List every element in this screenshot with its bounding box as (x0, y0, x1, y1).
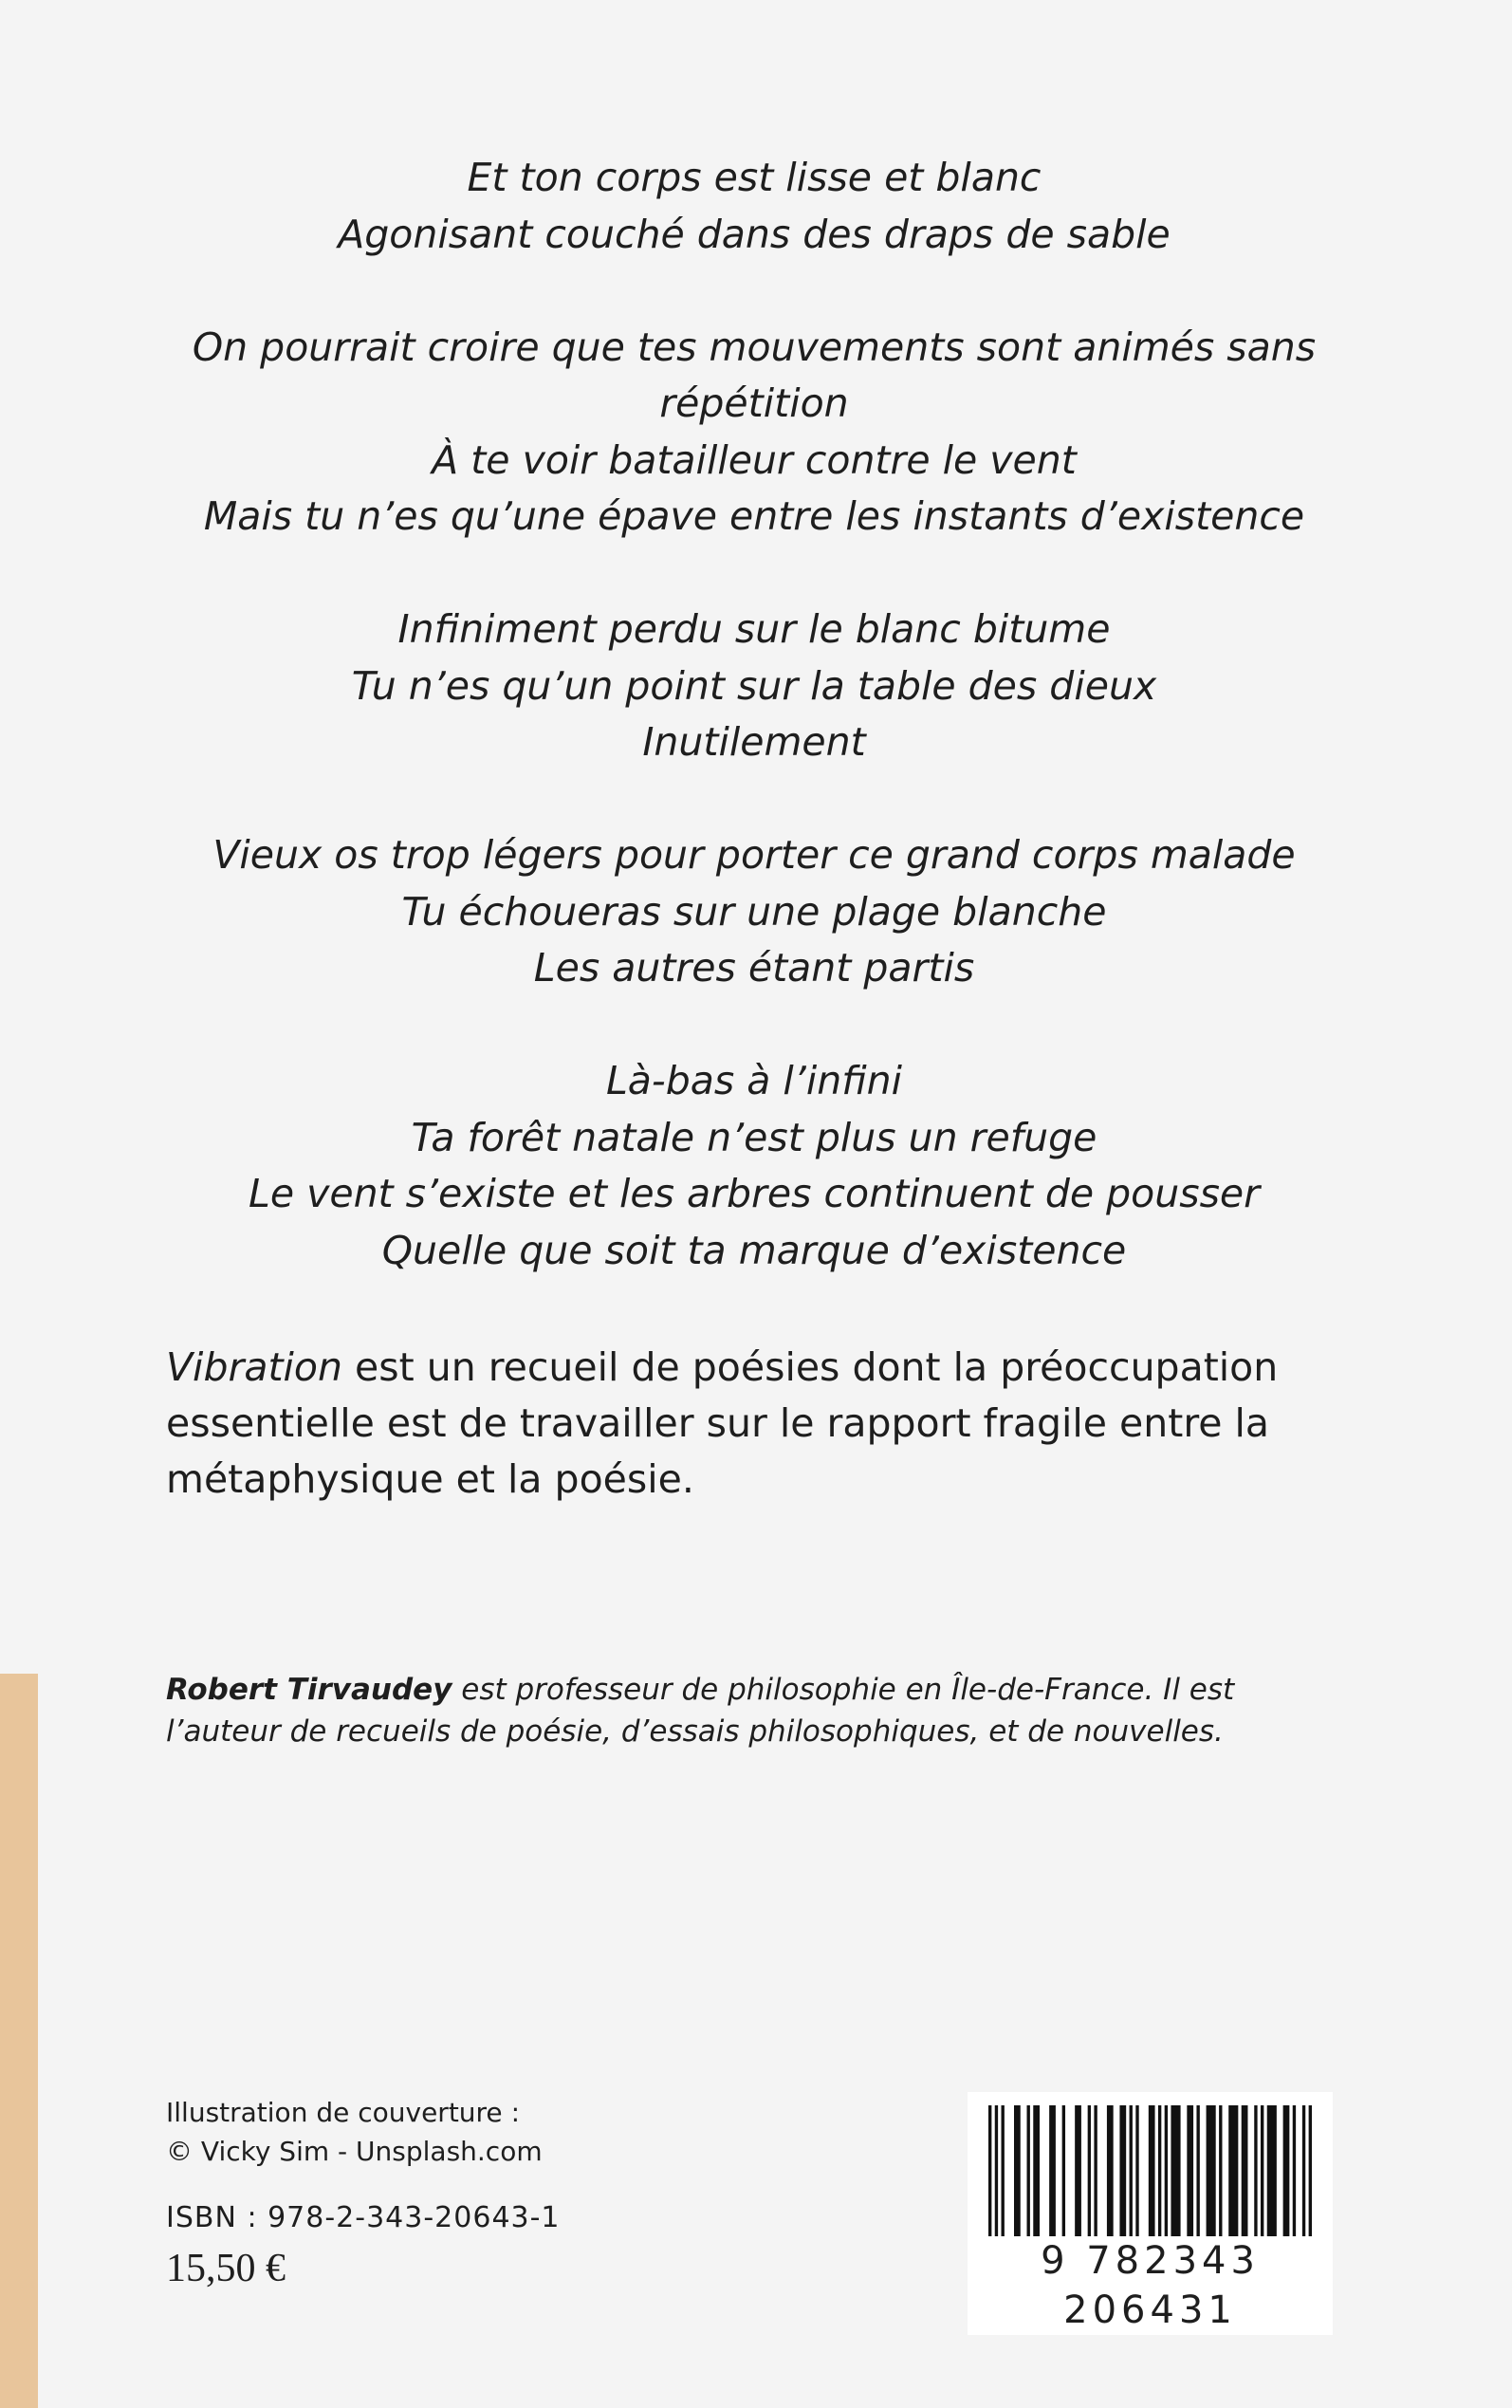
poem-line: Inutilement (642, 719, 866, 765)
barcode-bar (1219, 2105, 1222, 2238)
poem-line: Le vent s’existe et les arbres continuent de pousser (248, 1171, 1261, 1216)
summary-text: est un recueil de poésies dont la préoccupation essentielle est de travailler sur le rapport fragile entre la métaphysique et la poésie. (166, 1344, 1279, 1502)
poem-line: On pourrait croire que tes mouvements sont animés sans répétition (192, 324, 1317, 426)
barcode-bar (1033, 2105, 1040, 2238)
author-name: Robert Tirvaudey (166, 1673, 452, 1707)
barcode-bar (1196, 2105, 1199, 2238)
poem-line: Les autres étant partis (533, 945, 975, 991)
barcode-bar (1309, 2105, 1312, 2238)
barcode-bar (1267, 2105, 1277, 2238)
barcode-bar (1107, 2105, 1114, 2238)
barcode-bar (1119, 2105, 1126, 2238)
barcode-bars (988, 2105, 1312, 2238)
poem-line: Et ton corps est lisse et blanc (467, 155, 1042, 200)
author-bio (166, 1669, 1352, 1752)
poem-line: Ta forêt natale n’est plus un refuge (411, 1114, 1097, 1160)
cover-credits (166, 2093, 543, 2171)
credits-line: © Vicky Sim - Unsplash.com (166, 2136, 543, 2167)
poem-line: Mais tu n’es qu’une épave entre les instants d’existence (203, 493, 1305, 539)
barcode-bar (1187, 2105, 1193, 2238)
barcode-digits: 9 782343 206431 (968, 2236, 1333, 2335)
poem (166, 150, 1342, 1336)
barcode-bar (1165, 2105, 1168, 2238)
poem-stanza-2 (166, 320, 1342, 546)
price-label: 15,50 € (166, 2247, 286, 2290)
barcode-bar (1254, 2105, 1257, 2238)
book-summary (166, 1340, 1342, 1508)
barcode-bar (1075, 2105, 1081, 2238)
accent-side-bar (0, 1674, 38, 2408)
barcode-bar (1158, 2105, 1161, 2238)
poem-stanza-4 (166, 827, 1342, 997)
author-bio-text: est professeur de philosophie en Île-de-France. Il est l’auteur de recueils de poésie, d’essais philosophiques, et de nouvelles. (166, 1673, 1235, 1749)
book-title: Vibration (166, 1344, 342, 1390)
barcode-bar (1283, 2105, 1290, 2238)
barcode-bar (1027, 2105, 1030, 2238)
poem-line: À te voir batailleur contre le vent (432, 436, 1077, 483)
barcode-bar (1135, 2105, 1138, 2238)
poem-line: Agonisant couché dans des draps de sable (338, 211, 1171, 257)
barcode-bar (1130, 2105, 1133, 2238)
poem-line: Là-bas à l’infini (605, 1058, 903, 1103)
barcode-bar (1207, 2105, 1216, 2238)
barcode-bar (1242, 2105, 1248, 2238)
barcode-bar (1094, 2105, 1097, 2238)
barcode-bar (1049, 2105, 1056, 2238)
barcode-bar (1062, 2105, 1065, 2238)
barcode-bar (1149, 2105, 1155, 2238)
barcode-bar (1002, 2105, 1005, 2238)
barcode-bar (1302, 2105, 1305, 2238)
barcode-bar (1293, 2105, 1296, 2238)
poem-line: Quelle que soit ta marque d’existence (381, 1227, 1127, 1273)
barcode-bar (995, 2105, 998, 2238)
barcode-bar (1171, 2105, 1180, 2238)
poem-stanza-3 (166, 602, 1342, 771)
barcode-bar (1228, 2105, 1238, 2238)
barcode-bar (1261, 2105, 1263, 2238)
poem-line: Infiniment perdu sur le blanc bitume (397, 606, 1111, 652)
barcode-bar (1014, 2105, 1021, 2238)
poem-stanza-5 (166, 1053, 1342, 1279)
barcode-bar (988, 2105, 991, 2238)
poem-line: Vieux os trop légers pour porter ce grand corps malade (212, 832, 1296, 878)
poem-stanza-1 (166, 150, 1342, 263)
isbn-label: ISBN : 978-2-343-20643-1 (166, 2201, 561, 2234)
poem-line: Tu n’es qu’un point sur la table des dieux (351, 662, 1157, 709)
credits-line: Illustration de couverture : (166, 2097, 520, 2128)
barcode-bar (1088, 2105, 1091, 2238)
poem-line: Tu échoueras sur une plage blanche (401, 888, 1107, 935)
